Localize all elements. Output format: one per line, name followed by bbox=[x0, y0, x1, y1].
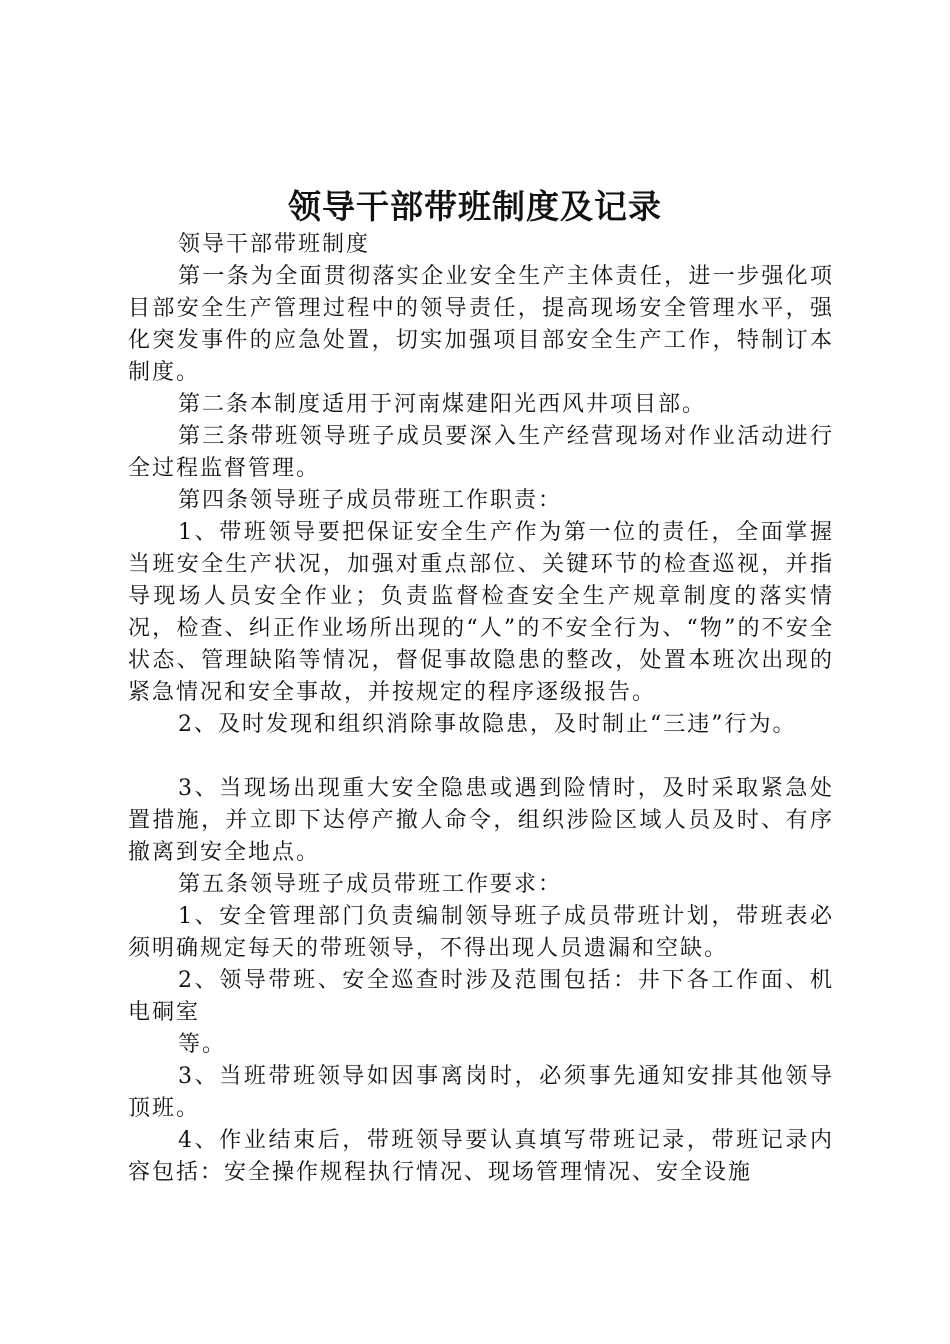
paragraph-duty-2: 2、及时发现和组织消除事故隐患，及时制止“三违”行为。 bbox=[178, 712, 797, 737]
paragraph-duty-1: 1、带班领导要把保证安全生产作为第一位的责任，全面掌握当班安全生产状况，加强对重点部位、关键环节的检查巡视，并指导现场人员安全作业；负责监督检查安全生产规章制度的落实情况，检查、纠正作业场所出现的“人”的不安全行为、“物”的不安全状态、管理缺陷等情况，督促事故隐患的整改，处置本班次出现的紧急情况和安全事故，并按规定的程序逐级报告。 bbox=[128, 520, 834, 705]
paragraph-article-3: 第三条带班领导班子成员要深入生产经营现场对作业活动进行全过程监督管理。 bbox=[128, 424, 834, 481]
paragraph-requirement-2: 2、领导带班、安全巡查时涉及范围包括：井下各工作面、机电硐室 bbox=[128, 968, 834, 1025]
document-body bbox=[128, 229, 834, 1189]
paragraph-article-1: 第一条为全面贯彻落实企业安全生产主体责任，进一步强化项目部安全生产管理过程中的领导责任，提高现场安全管理水平，强化突发事件的应急处置，切实加强项目部安全生产工作，特制订本制度。 bbox=[128, 264, 834, 385]
document-title: 领导干部带班制度及记录 bbox=[288, 187, 662, 226]
paragraph-requirement-2-cont: 等。 bbox=[178, 1032, 227, 1057]
paragraph-article-5: 第五条领导班子成员带班工作要求： bbox=[178, 872, 563, 897]
paragraph-duty-3: 3、当现场出现重大安全隐患或遇到险情时，及时采取紧急处置措施，并立即下达停产撤人命令，组织涉险区域人员及时、有序撤离到安全地点。 bbox=[128, 776, 834, 865]
paragraph-requirement-3: 3、当班带班领导如因事离岗时，必须事先通知安排其他领导顶班。 bbox=[128, 1064, 834, 1121]
paragraph-article-4: 第四条领导班子成员带班工作职责： bbox=[178, 488, 563, 513]
paragraph-requirement-4: 4、作业结束后，带班领导要认真填写带班记录，带班记录内容包括：安全操作规程执行情况、现场管理情况、安全设施 bbox=[128, 1128, 834, 1185]
section-heading: 领导干部带班制度 bbox=[178, 232, 371, 257]
paragraph-requirement-1: 1、安全管理部门负责编制领导班子成员带班计划，带班表必须明确规定每天的带班领导，不得出现人员遗漏和空缺。 bbox=[128, 904, 834, 961]
paragraph-article-2: 第二条本制度适用于河南煤建阳光西风井项目部。 bbox=[178, 392, 707, 417]
